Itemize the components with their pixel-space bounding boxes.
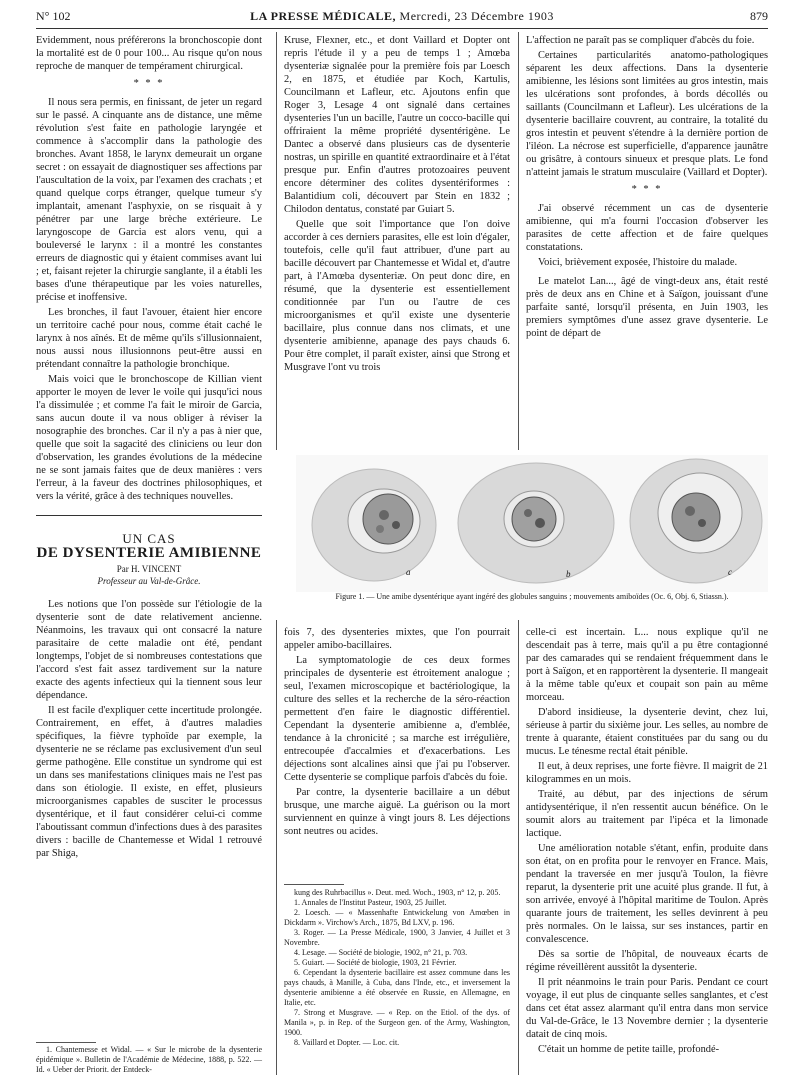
paragraph: Certaines particularités anatomo-pathologiques séparent les deux affections. Dans la dysenterie amibienne, les lésions sont limitées au gros intestin, mais les ulcérations sont profondes, à bords décollés ou saillants (Councilmann et Lafleur). Les ulcérations de la dysenterie bacillaire couvrent, au contraire, la totalité du gros intestin et peuvent s'étendre à la dernière portion de l'iléon. La nécrose est superficielle, d'apparence jaunâtre ou grisâtre, à contours sinueux et presque plats. Le fond n'atteint jamais le stratum musculaire (Vaillard et Dopter). <box>526 50 768 178</box>
issue-date: Mercredi, 23 Décembre 1903 <box>399 9 554 23</box>
column-divider-2 <box>518 32 519 450</box>
figure-label-c: c <box>728 567 732 577</box>
footnote-rule <box>284 884 344 885</box>
column-3-top <box>526 34 768 342</box>
paragraph: Les notions que l'on possède sur l'étiologie de la dysenterie sont de date relativement ancienne. Néanmoins, les travaux qui ont consacré la nature parasitaire de cette maladie ont été, pendant longtemps, l'objet de si nombreuses contestations que l'accord s'est fait assez tardivement sur la nature exacte des agents infectieux qui la tiennent sous leur dépendance. <box>36 599 262 701</box>
figure-amoeba <box>296 455 768 592</box>
paragraph: Il prit néanmoins le train pour Paris. Pendant ce court voyage, il eut plus de cinquante selles sanglantes, et c'est dans cet état assez alarmant qu'il entra dans mon service du Val-de-Grâce, le 13 Novembre dernier ; la dysenterie datait de cinq mois. <box>526 977 768 1040</box>
column-3-bottom <box>526 626 768 1058</box>
figure-label-a: a <box>406 567 411 577</box>
paragraph: La symptomatologie de ces deux formes principales de dysenterie est étroitement analogue ; seul, l'examen microscopique et bactériologique, la culture des selles et la recherche de la séro-réaction permettent d'en faire le diagnostic différentiel. Cependant la dysenterie amibienne a, d'emblée, tendance à la chronicité ; sa marche est irrégulière, entrecoupée d'accalmies et d'exacerbations. Les déjections sont alcalines ainsi que j'ai pu l'observer. Cette dysenterie se complique parfois d'abcès du foie. <box>284 655 510 783</box>
header-rule <box>36 28 768 29</box>
section-stars: * * * <box>631 184 663 195</box>
footnotes-col2 <box>284 884 510 1048</box>
footnote: 5. Guiart. — Société de biologie, 1903, 21 Février. <box>294 958 457 967</box>
article-title: DE DYSENTERIE AMIBIENNE <box>36 545 262 561</box>
column-divider-3 <box>276 620 277 1075</box>
page-number: 879 <box>750 9 768 23</box>
issue-number: N° 102 <box>36 9 71 23</box>
column-2-bottom <box>284 626 510 840</box>
footnote: kung des Ruhrbacillus ». Deut. med. Woch., 1903, n° 12, p. 205. <box>294 888 501 897</box>
footnote-rule <box>36 1042 96 1043</box>
journal-title <box>36 9 768 24</box>
paragraph: Quelle que soit l'importance que l'on doive accorder à ces derniers parasites, elle est loin d'égaler, toutefois, celle qu'il faut attribuer, d'une part au bacille découvert par Chantemesse et Widal et, d'autre part, à l'Amœba dysenteriæ. On peut donc dire, en résumé, que la dysenterie est essentiellement conditionnée par l'un ou l'autre de ces microorganismes et qu'il existe une dysenterie bacillaire, plus connue dans nos climats, et une dysenterie amibienne, apanage des pays chauds 6. Pour être complet, il paraît exister, ainsi que Strong et Musgrave l'ont vu trois <box>284 219 510 373</box>
column-1 <box>36 34 262 862</box>
footnote: 2. Loesch. — « Massenhafte Entwickelung von Amœben in Dickdarm ». Virchow's Arch., 1875, Bd LXV, p. 196. <box>284 908 510 927</box>
paragraph: Par contre, la dysenterie bacillaire a un début brusque, une marche aiguë. La guérison ou la mort surviennent en quinze à vingt jours 8. Les déjections sont neutres ou acides. <box>284 787 510 837</box>
paragraph: Il nous sera permis, en finissant, de jeter un regard sur le passé. A cinquante ans de distance, une même révolution s'est faite en pathologie laryngée et commence à s'accomplir dans la pathologie des bronches. Avant 1858, le larynx demeurait un organe secret : on essayait de diagnostiquer ses affections par l'auscultation de la voix, par l'examen des crachats ; et quand quelque corps étranger, quelque tumeur s'y implantait, amenant l'asphyxie, on se risquait à y pénétrer par une large brèche extérieure. Le laryngoscope de Garcia est alors venu, qui a bouleversé le larynx : il a montré les constantes erreurs de diagnostic qui y étaient commises avant lui ; et, faisant rejeter la chirurgie sanglante, il a établi les bases d'une thérapeutique par les voies naturelles, précise et inoffensive. <box>36 97 262 303</box>
paragraph: fois 7, des dysenteries mixtes, que l'on pourrait appeler amibo-bacillaires. <box>284 627 510 651</box>
figure-label-b: b <box>566 569 571 579</box>
article-rule <box>36 515 262 516</box>
paragraph: Une amélioration notable s'étant, enfin, produite dans son état, on en profita pour le renvoyer en France. Mais, pendant la traversée en mer jusqu'à Toulon, la fièvre reparut, la dysenterie prit une acuité plus grande. Il fut, à son arrivée, envoyé à l'hôpital maritime de Toulon. Après quarante jours de traitement, les selles devinrent à peu près normales. On le laissa, sur ses instances, partir en convalescence. <box>526 843 768 945</box>
paragraph: C'était un homme de petite taille, profondé- <box>538 1044 720 1055</box>
footnote: 1. Chantemesse et Widal. — « Sur le microbe de la dysenterie épidémique ». Bulletin de l'Académie de Médecine, 1888, p. 522. — Id. « Ueber der Priorit. der Entdeck- <box>36 1045 262 1074</box>
paragraph: Mais voici que le bronchoscope de Killian vient apporter le moyen de lever le voile qui jusqu'ici nous l'a dissimulée ; et comme l'a fait le miroir de Garcia, sans aucun doute il va nous obliger à réviser la nosographie des bronches. Car il n'y a pas à nier que, quelle que soit la sagacité des cliniciens ou leur don d'observation, les grandes évolutions de la médecine ne se sont jamais faites que de deux manières : vers l'erreur, à la faveur des doctrines philosophiques, et vers la vérité, grâce à des techniques nouvelles. <box>36 374 262 502</box>
column-divider-1 <box>276 32 277 450</box>
author-role: Professeur au Val-de-Grâce. <box>97 576 201 586</box>
paragraph: Traité, au début, par des injections de sérum antidysentérique, il n'en ressentit aucun bénéfice. On le soumit alors au traitement par l'ipéca et la limonade lactique. <box>526 789 768 839</box>
journal-name: LA PRESSE MÉDICALE, <box>250 9 397 23</box>
footnote: 7. Strong et Musgrave. — « Rep. on the Etiol. of the dys. of Manila », p. in Rep. of the Surgeon gen. of the Army, Washington, 1900. <box>284 1008 510 1037</box>
section-stars: * * * <box>133 78 165 89</box>
paragraph: D'abord insidieuse, la dysenterie devint, chez lui, sérieuse à partir du sixième jour. Les selles, au nombre de trente à quarante, étaient constituées par du sang ou du mucus. Le ténesme rectal était pénible. <box>526 707 768 757</box>
footnote-col1 <box>36 1042 262 1075</box>
footnote: 4. Lesage. — Société de biologie, 1902, n° 21, p. 703. <box>294 948 468 957</box>
figure-caption: Figure 1. — Une amibe dysentérique ayant ingéré des globules sanguins ; mouvements amiboïdes (Oc. 6, Obj. 6, Stiassn.). <box>335 592 729 601</box>
paragraph: Voici, brièvement exposée, l'histoire du malade. <box>538 257 738 268</box>
paragraph: Il eut, à deux reprises, une forte fièvre. Il maigrit de 21 kilogrammes en un mois. <box>526 761 768 785</box>
paragraph: J'ai observé récemment un cas de dysenterie amibienne, qui m'a fourni l'occasion d'observer les parasites de cette affection et de faire quelques constatations. <box>526 203 768 253</box>
paragraph: Le matelot Lan..., âgé de vingt-deux ans, était resté près de deux ans en Chine et à Saïgon, jouissant d'une parfaite santé, lorsqu'il présenta, en Juin 1903, les premiers symptômes d'une assez grave dysenterie. Le point de départ de <box>526 276 768 339</box>
footnote: 8. Vaillard et Dopter. — Loc. cit. <box>294 1038 400 1047</box>
paragraph: Il est facile d'expliquer cette incertitude prolongée. Contrairement, en effet, à d'autres maladies spécifiques, la fièvre typhoïde par exemple, la dysenterie ne se réclame pas exclusivement d'un seul germe pathogène. Elle constitue un syndrome qui est un dans ses manifestations cliniques mais ne l'est pas dans son étiologie. Il existe, en effet, plusieurs microorganismes capables de susciter le processus dysentérique, et il faut considérer celui-ci comme l'aboutissant commun d'infections dues à des parasites divers : bacille de Chantemesse et Widal 1 retrouvé par Shiga, <box>36 705 262 859</box>
footnote: 6. Cependant la dysenterie bacillaire est assez commune dans les pays chauds, à Manille, à Cuba, dans l'Inde, etc., et inversement la dysenterie amibienne a été observée en Russie, en Allemagne, en Italie, etc. <box>284 968 510 1007</box>
paragraph: Dès sa sortie de l'hôpital, de nouveaux écarts de régime réveillèrent aussitôt la dysenterie. <box>526 949 768 973</box>
article-kicker: UN CAS <box>122 531 176 546</box>
amoeba-illustration <box>296 455 768 592</box>
footnote: 3. Roger. — La Presse Médicale, 1900, 3 Janvier, 4 Juillet et 3 Novembre. <box>284 928 510 947</box>
paragraph: Evidemment, nous préférerons la bronchoscopie dont la mortalité est de 0 pour 100... Au risque qu'on nous reproche de manquer de tempérament chirurgical. <box>36 35 262 72</box>
paragraph: L'affection ne paraît pas se compliquer d'abcès du foie. <box>526 35 755 46</box>
paragraph: celle-ci est incertain. L... nous explique qu'il ne descendait pas à terre, mais qu'il a pu être contagionné par des camarades qui se rendaient fréquemment dans le port à Saïgon, et en rapportèrent la dysenterie. Il mangeait à la même table qu'eux et coupait son pain au même morceau. <box>526 627 768 703</box>
page-header <box>36 6 768 26</box>
column-2-top <box>284 34 510 376</box>
paragraph: Kruse, Flexner, etc., et dont Vaillard et Dopter ont repris l'étude il y a peu de temps 1 ; Amœba dysenteriæ signalée pour la première fois par Loesch 2, en 1875, et étudiée par Koch, Kartulis, Councilmann et Lafleur, etc. Ajoutons enfin que Roger 3, Lesage 4 ont signalé dans certaines dysenteries l'un un bacille, l'autre un cocco-bacille qui offriraient la même propriété dysentérigène. Le Dantec a observé dans plusieurs cas de dysenterie nostras, un spirille en quantité extraordinaire et à l'état presque pur. Enfin d'autres protozoaires peuvent encore déterminer des colites dysentériformes : Balantidium coli, découvert par Stein en 1832 ; Chilodon dentatus, constaté par Guiart 5. <box>284 35 510 215</box>
footnote: 1. Annales de l'Institut Pasteur, 1903, 25 Juillet. <box>294 898 447 907</box>
column-divider-4 <box>518 620 519 1075</box>
paragraph: Les bronches, il faut l'avouer, étaient hier encore un territoire caché pour nous, comme était caché le larynx à nos aînés. Et de même qu'ils s'illusionnaient, nous aussi nous illusionnons peut-être aussi en prétendant connaître la pathologie bronchique. <box>36 307 262 370</box>
article-author: Par H. VINCENT <box>116 564 182 574</box>
